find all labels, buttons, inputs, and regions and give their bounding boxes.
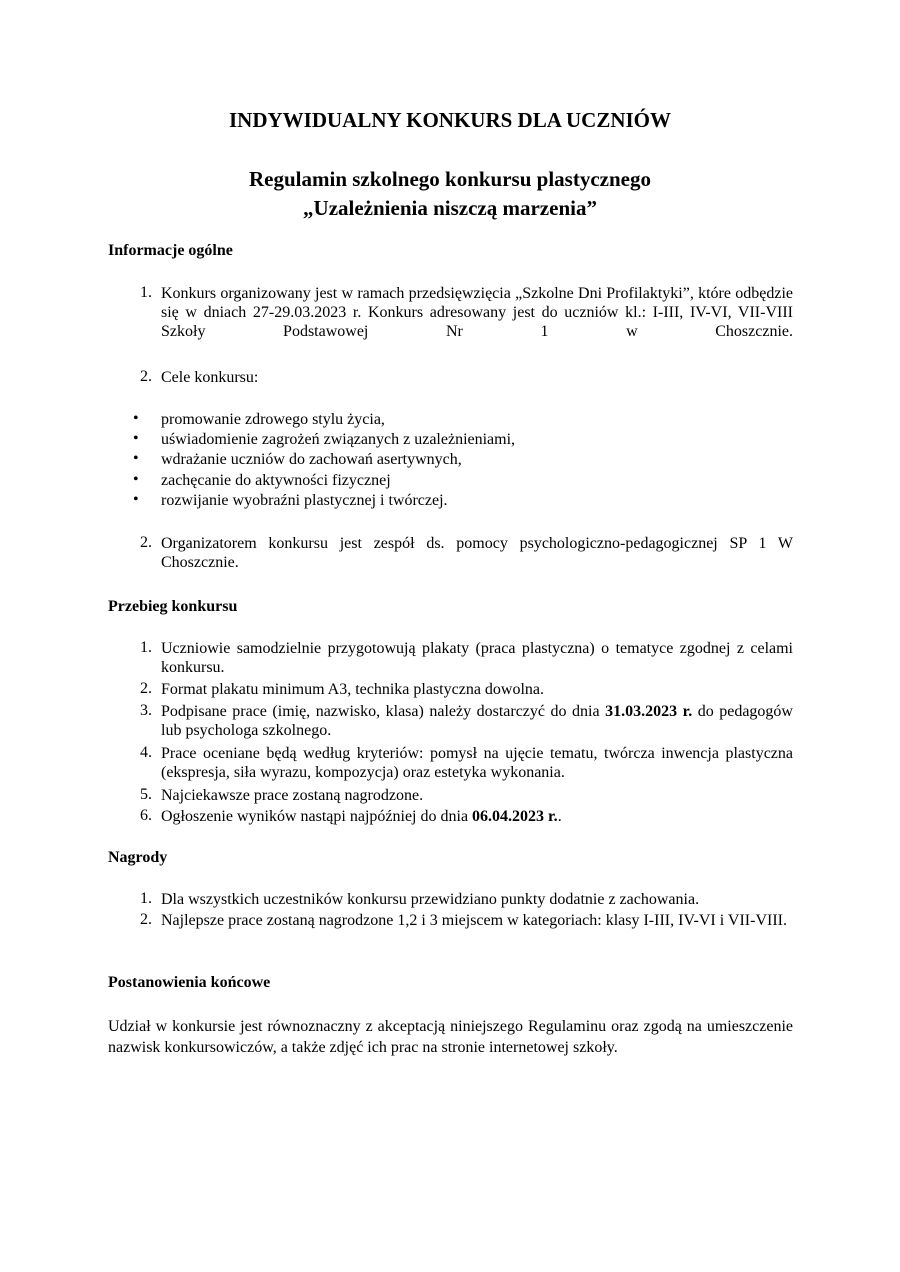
bullet-icon: • bbox=[133, 471, 139, 488]
goal-text: uświadomienie zagrożeń związanych z uzależnieniami, bbox=[161, 431, 516, 448]
final-provisions-text: Udział w konkursie jest równoznaczny z akceptacją niniejszego Regulaminu oraz zgodą na umieszczenie nazwisk konkursowiczów, a także zdjęć ich prac na stronie internetowej szkoły. bbox=[108, 1018, 793, 1056]
document-title: INDYWIDUALNY KONKURS DLA UCZNIÓW bbox=[228, 108, 671, 132]
list-item-text: Organizatorem konkursu jest zespół ds. pomocy psychologiczno-pedagogicznej SP 1 W Choszcznie. bbox=[161, 535, 793, 571]
goal-text: rozwijanie wyobraźni plastycznej i twórczej. bbox=[161, 492, 448, 509]
deadline-date: 31.03.2023 r. bbox=[605, 703, 693, 720]
list-item-number: 2. bbox=[140, 368, 152, 385]
list-item-number: 2. bbox=[140, 680, 152, 697]
list-item-text: Najciekawsze prace zostaną nagrodzone. bbox=[161, 787, 424, 804]
list-item-text bbox=[161, 702, 793, 740]
document-subtitle-line1: Regulamin szkolnego konkursu plastycznego bbox=[249, 167, 651, 191]
bullet-icon: • bbox=[133, 491, 139, 508]
list-item-number: 6. bbox=[140, 807, 152, 824]
heading-general-info: Informacje ogólne bbox=[108, 242, 233, 259]
list-item-number: 4. bbox=[140, 744, 152, 761]
list-item-text: Prace oceniane będą według kryteriów: pomysł na ujęcie tematu, twórcza inwencja plastyczna (ekspresja, siła wyrazu, kompozycja) oraz estetyka wykonania. bbox=[161, 745, 793, 781]
document-subtitle-line2: „Uzależnienia niszczą marzenia” bbox=[303, 196, 597, 220]
bullet-icon: • bbox=[133, 450, 139, 467]
list-item-number: 5. bbox=[140, 786, 152, 803]
item-text-part: do pedagogów lub psychologa szkolnego. bbox=[161, 703, 793, 739]
bullet-icon: • bbox=[133, 430, 139, 447]
heading-final-provisions: Postanowienia końcowe bbox=[108, 974, 271, 991]
goal-text: wdrażanie uczniów do zachowań asertywnych, bbox=[161, 451, 462, 468]
list-item-number: 1. bbox=[140, 284, 152, 301]
list-item-number: 3. bbox=[140, 702, 152, 719]
item-text-part: . bbox=[557, 808, 562, 825]
list-item-text: Format plakatu minimum A3, technika plastyczna dowolna. bbox=[161, 681, 545, 698]
list-item-text bbox=[161, 807, 793, 826]
list-item-text: Najlepsze prace zostaną nagrodzone 1,2 i 3 miejscem w kategoriach: klasy I-III, IV-VI i VII-VIII. bbox=[161, 912, 787, 929]
list-item-number: 2. bbox=[140, 911, 152, 928]
results-date: 06.04.2023 r. bbox=[472, 808, 558, 825]
item-text-part: Ogłoszenie wyników nastąpi najpóźniej do dnia bbox=[161, 808, 473, 825]
list-item-number: 1. bbox=[140, 639, 152, 656]
list-item-text: Uczniowie samodzielnie przygotowują plakaty (praca plastyczna) o tematyce zgodnej z celami konkursu. bbox=[161, 640, 793, 676]
list-item-text: Cele konkursu: bbox=[161, 369, 259, 386]
list-item-number: 2. bbox=[140, 534, 152, 551]
heading-course: Przebieg konkursu bbox=[108, 598, 238, 615]
bullet-icon: • bbox=[133, 410, 139, 427]
goal-text: promowanie zdrowego stylu życia, bbox=[161, 411, 385, 428]
list-item-text: Konkurs organizowany jest w ramach przedsięwzięcia „Szkolne Dni Profilaktyki”, które odbędzie się w dniach 27-29.03.2023 r. Konkurs adresowany jest do uczniów kl.: I-III, IV-VI, VII-VIII Szkoły Podstawowej Nr 1 w Choszcznie. bbox=[161, 285, 793, 340]
list-item-text: Dla wszystkich uczestników konkursu przewidziano punkty dodatnie z zachowania. bbox=[161, 891, 700, 908]
heading-prizes: Nagrody bbox=[108, 849, 168, 866]
item-text-part: Podpisane prace (imię, nazwisko, klasa) należy dostarczyć do dnia bbox=[161, 703, 606, 720]
list-item-number: 1. bbox=[140, 890, 152, 907]
goal-text: zachęcanie do aktywności fizycznej bbox=[161, 472, 391, 489]
